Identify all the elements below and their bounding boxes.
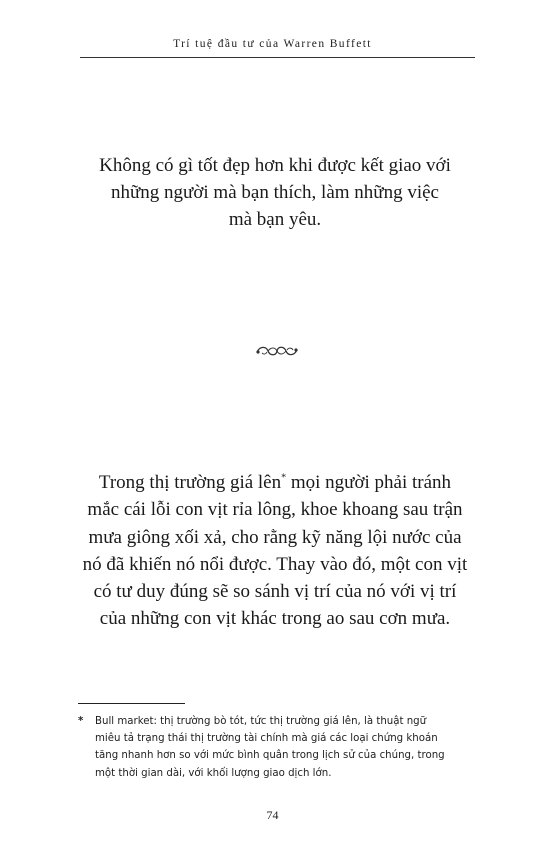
footnote-reference[interactable]: * <box>281 472 287 484</box>
quote-line <box>60 469 490 496</box>
footnote <box>78 713 482 782</box>
quote-line-rest: mọi người phải tránh <box>286 472 452 493</box>
quote-line-start: Trong thị trường giá lên <box>98 472 282 493</box>
quote-line: Không có gì tốt đẹp hơn khi được kết giao với <box>99 155 451 176</box>
quote-line: mà bạn yêu. <box>228 209 322 230</box>
quote-line: mắc cái lỗi con vịt rỉa lông, khoe khoang sau trận <box>87 499 463 521</box>
quote-line: có tư duy đúng sẽ so sánh vị trí của nó với vị trí <box>93 581 457 603</box>
footnote-line: một thời gian dài, với khối lượng giao dịch lớn. <box>95 767 332 779</box>
running-head: Trí tuệ đầu tư của Warren Buffett <box>173 38 372 50</box>
header-rule <box>80 57 475 58</box>
footnote-rule <box>78 703 185 704</box>
footnote-text <box>95 713 482 782</box>
quote-line: những người mà bạn thích, làm những việc <box>111 182 439 203</box>
footnote-marker: * <box>78 716 84 727</box>
footnote-line: Bull market: thị trường bò tót, tức thị trường giá lên, là thuật ngữ <box>95 716 427 727</box>
footnote-line: miêu tả trạng thái thị trường tài chính mà giá các loại chứng khoán <box>95 733 438 745</box>
quote-block-2 <box>60 469 490 633</box>
footnote-line: tăng nhanh hơn so với mức bình quân trong lịch sử của chúng, trong <box>95 750 445 762</box>
quote-line: của những con vịt khác trong ao sau cơn mưa. <box>99 608 451 630</box>
quote-block-1 <box>60 152 490 233</box>
page-number: 74 <box>266 808 279 822</box>
quote-line: mưa giông xối xả, cho rằng kỹ năng lội nước của <box>88 526 462 548</box>
ornament-flourish-icon <box>254 342 300 360</box>
quote-line: nó đã khiến nó nổi được. Thay vào đó, một con vịt <box>82 553 468 575</box>
